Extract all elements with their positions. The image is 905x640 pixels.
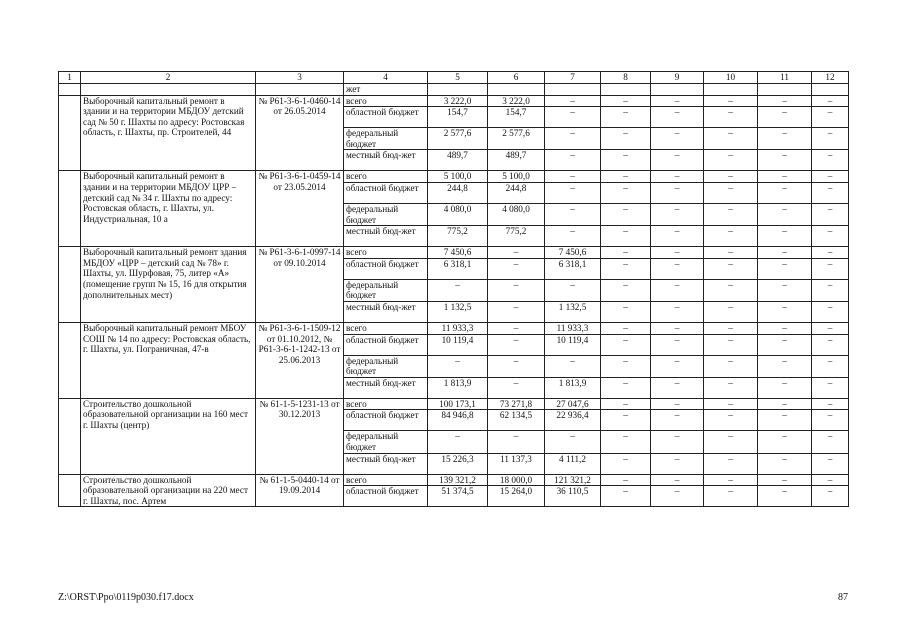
amount-cell: – — [758, 150, 812, 171]
amount-cell: 62 134,5 — [488, 410, 545, 431]
budget-table — [58, 71, 849, 507]
amount-cell: – — [704, 322, 758, 334]
amount-cell: 4 080,0 — [488, 203, 545, 225]
fund-source-label: местный бюд-жет — [344, 453, 428, 474]
fund-source-label: всего — [344, 95, 428, 107]
amount-cell: – — [601, 128, 651, 150]
fund-source-label: областной бюджет — [344, 258, 428, 279]
amount-cell: 11 933,3 — [428, 322, 488, 334]
amount-cell: – — [651, 377, 704, 398]
document-ref: № 61-1-5-1231-13 от 30.12.2013 — [256, 398, 344, 474]
amount-cell: 11 137,3 — [488, 453, 545, 474]
project-name: Выборочный капитальный ремонт в здании и на территории МБДОУ ЦРР – детский сад № 34 г. Шахты по адресу: Ростовская область, г. Шахты, ул. Индустриальная, 10 а — [81, 171, 256, 247]
amount-cell: 5 100,0 — [428, 171, 488, 183]
amount-cell: 244,8 — [488, 182, 545, 203]
fund-source-label: всего — [344, 322, 428, 334]
amount-cell: – — [812, 182, 849, 203]
table-row — [59, 171, 849, 183]
row-number-cell — [59, 398, 81, 474]
table-row — [59, 95, 849, 107]
amount-cell: – — [601, 279, 651, 301]
file-path: Z:\ORST\Ppo\0119p030.f17.docx — [58, 592, 194, 603]
amount-cell: – — [651, 474, 704, 486]
row-number-cell — [59, 171, 81, 247]
amount-cell: – — [651, 279, 704, 301]
document-ref: № 61-1-5-0440-14 от 19.09.2014 — [256, 474, 344, 507]
cell — [256, 84, 344, 96]
amount-cell: – — [758, 258, 812, 279]
amount-cell: – — [488, 355, 545, 377]
table-row — [59, 474, 849, 486]
amount-cell: 10 119,4 — [428, 334, 488, 355]
amount-cell: 36 110,5 — [545, 486, 601, 507]
row-number-cell — [59, 247, 81, 323]
amount-cell: – — [704, 247, 758, 259]
amount-cell: – — [545, 355, 601, 377]
amount-cell: – — [488, 377, 545, 398]
amount-cell: – — [651, 182, 704, 203]
amount-cell: 51 374,5 — [428, 486, 488, 507]
amount-cell: – — [651, 301, 704, 322]
amount-cell: 244,8 — [428, 182, 488, 203]
amount-cell: – — [758, 453, 812, 474]
amount-cell: – — [812, 107, 849, 128]
amount-cell: – — [428, 431, 488, 453]
amount-cell: – — [601, 150, 651, 171]
amount-cell: – — [758, 95, 812, 107]
amount-cell: – — [488, 247, 545, 259]
cell — [651, 84, 704, 96]
amount-cell: – — [601, 486, 651, 507]
document-ref: № Р61-3-6-1-0997-14 от 09.10.2014 — [256, 247, 344, 323]
amount-cell: – — [758, 334, 812, 355]
amount-cell: – — [704, 486, 758, 507]
cell — [545, 84, 601, 96]
fund-source-label: местный бюд-жет — [344, 150, 428, 171]
amount-cell: – — [812, 150, 849, 171]
amount-cell: 3 222,0 — [428, 95, 488, 107]
amount-cell: 4 111,2 — [545, 453, 601, 474]
document-ref: № Р61-3-6-1-0460-14 от 26.05.2014 — [256, 95, 344, 171]
fund-source-label: областной бюджет — [344, 410, 428, 431]
column-number: 12 — [812, 72, 849, 84]
fund-source-label: местный бюд-жет — [344, 377, 428, 398]
row-number-cell — [59, 322, 81, 398]
amount-cell: 27 047,6 — [545, 398, 601, 410]
column-number: 10 — [704, 72, 758, 84]
amount-cell: – — [812, 334, 849, 355]
fund-source-label: федеральный бюджет — [344, 128, 428, 150]
amount-cell: – — [545, 182, 601, 203]
amount-cell: – — [545, 128, 601, 150]
fund-source-label: областной бюджет — [344, 182, 428, 203]
amount-cell: – — [812, 431, 849, 453]
amount-cell: – — [758, 203, 812, 225]
row-number-cell — [59, 474, 81, 507]
fund-source-label: всего — [344, 474, 428, 486]
amount-cell: – — [704, 95, 758, 107]
amount-cell: – — [651, 247, 704, 259]
amount-cell: – — [651, 203, 704, 225]
amount-cell: – — [601, 301, 651, 322]
column-number: 5 — [428, 72, 488, 84]
project-name: Выборочный капитальный ремонт МБОУ СОШ № 14 по адресу: Ростовская область, г. Шахты, ул. Пограничная, 47-в — [81, 322, 256, 398]
amount-cell: – — [545, 107, 601, 128]
amount-cell: 1 813,9 — [545, 377, 601, 398]
amount-cell: – — [704, 334, 758, 355]
amount-cell: – — [704, 279, 758, 301]
amount-cell: – — [704, 226, 758, 247]
amount-cell: 84 946,8 — [428, 410, 488, 431]
fund-source-label: федеральный бюджет — [344, 279, 428, 301]
column-number: 4 — [344, 72, 428, 84]
amount-cell: 18 000,0 — [488, 474, 545, 486]
amount-cell: – — [601, 247, 651, 259]
column-number: 7 — [545, 72, 601, 84]
cell — [81, 84, 256, 96]
amount-cell: – — [488, 334, 545, 355]
fund-source-label: федеральный бюджет — [344, 203, 428, 225]
amount-cell: – — [428, 355, 488, 377]
row-number-cell — [59, 95, 81, 171]
fund-source-label: всего — [344, 398, 428, 410]
cell — [812, 84, 849, 96]
document-ref: № Р61-3-6-1-1509-12 от 01.10.2012, № Р61-3-6-1-1242-13 от 25.06.2013 — [256, 322, 344, 398]
amount-cell: 121 321,2 — [545, 474, 601, 486]
amount-cell: – — [651, 431, 704, 453]
amount-cell: 2 577,6 — [428, 128, 488, 150]
column-number: 6 — [488, 72, 545, 84]
amount-cell: – — [601, 474, 651, 486]
cell — [758, 84, 812, 96]
amount-cell: – — [601, 453, 651, 474]
amount-cell: 1 813,9 — [428, 377, 488, 398]
amount-cell: – — [601, 355, 651, 377]
amount-cell: – — [704, 474, 758, 486]
header-row — [59, 72, 849, 84]
amount-cell: – — [758, 128, 812, 150]
amount-cell: – — [812, 355, 849, 377]
fund-source-label: всего — [344, 171, 428, 183]
amount-cell: – — [812, 377, 849, 398]
project-name: Строительство дошкольной образовательной организации на 160 мест г. Шахты (центр) — [81, 398, 256, 474]
amount-cell: – — [704, 150, 758, 171]
amount-cell: – — [545, 226, 601, 247]
project-name: Выборочный капитальный ремонт в здании и на территории МБДОУ детский сад № 50 г. Шахты по адресу: Ростовская область, г. Шахты, пр. Строителей, 44 — [81, 95, 256, 171]
amount-cell: – — [704, 171, 758, 183]
amount-cell: – — [704, 355, 758, 377]
amount-cell: 4 080,0 — [428, 203, 488, 225]
amount-cell: – — [758, 377, 812, 398]
amount-cell: 7 450,6 — [545, 247, 601, 259]
amount-cell: 3 222,0 — [488, 95, 545, 107]
amount-cell: – — [601, 431, 651, 453]
amount-cell: 489,7 — [488, 150, 545, 171]
amount-cell: 6 318,1 — [428, 258, 488, 279]
amount-cell: – — [601, 107, 651, 128]
amount-cell: – — [601, 226, 651, 247]
amount-cell: – — [488, 301, 545, 322]
amount-cell: – — [651, 486, 704, 507]
column-number: 2 — [81, 72, 256, 84]
amount-cell: – — [758, 474, 812, 486]
amount-cell: – — [758, 107, 812, 128]
amount-cell: – — [601, 171, 651, 183]
amount-cell: – — [704, 410, 758, 431]
amount-cell: – — [704, 128, 758, 150]
amount-cell: – — [704, 301, 758, 322]
table-row — [59, 398, 849, 410]
amount-cell: – — [812, 95, 849, 107]
amount-cell: – — [601, 258, 651, 279]
fund-source-label: областной бюджет — [344, 107, 428, 128]
page-number: 87 — [838, 592, 848, 603]
amount-cell: – — [758, 247, 812, 259]
amount-cell: – — [601, 398, 651, 410]
amount-cell: – — [601, 334, 651, 355]
fund-source-label: всего — [344, 247, 428, 259]
document-ref: № Р61-3-6-1-0459-14 от 23.05.2014 — [256, 171, 344, 247]
amount-cell: – — [758, 226, 812, 247]
cell — [704, 84, 758, 96]
cell — [428, 84, 488, 96]
fund-source-label: областной бюджет — [344, 486, 428, 507]
amount-cell: – — [812, 474, 849, 486]
amount-cell: – — [601, 410, 651, 431]
fund-source-label: областной бюджет — [344, 334, 428, 355]
amount-cell: – — [812, 486, 849, 507]
amount-cell: – — [545, 171, 601, 183]
cell — [59, 84, 81, 96]
amount-cell: – — [812, 453, 849, 474]
amount-cell: 6 318,1 — [545, 258, 601, 279]
amount-cell: – — [758, 486, 812, 507]
column-number: 11 — [758, 72, 812, 84]
amount-cell: – — [704, 203, 758, 225]
amount-cell: 775,2 — [488, 226, 545, 247]
column-number: 3 — [256, 72, 344, 84]
amount-cell: – — [704, 107, 758, 128]
amount-cell: – — [758, 182, 812, 203]
fund-source-label: жет — [344, 84, 428, 96]
amount-cell: – — [704, 182, 758, 203]
amount-cell: – — [651, 334, 704, 355]
amount-cell: – — [758, 279, 812, 301]
column-number: 9 — [651, 72, 704, 84]
amount-cell: – — [545, 279, 601, 301]
amount-cell: 10 119,4 — [545, 334, 601, 355]
amount-cell: – — [651, 95, 704, 107]
amount-cell: – — [758, 322, 812, 334]
amount-cell: – — [601, 182, 651, 203]
amount-cell: – — [488, 279, 545, 301]
amount-cell: 15 264,0 — [488, 486, 545, 507]
table-row — [59, 322, 849, 334]
amount-cell: – — [651, 226, 704, 247]
cell — [601, 84, 651, 96]
amount-cell: 73 271,8 — [488, 398, 545, 410]
amount-cell: – — [758, 398, 812, 410]
amount-cell: 7 450,6 — [428, 247, 488, 259]
continuation-row — [59, 84, 849, 96]
amount-cell: – — [545, 203, 601, 225]
amount-cell: – — [488, 322, 545, 334]
amount-cell: 22 936,4 — [545, 410, 601, 431]
project-name: Строительство дошкольной образовательной организации на 220 мест г. Шахты, пос. Артем — [81, 474, 256, 507]
fund-source-label: федеральный бюджет — [344, 355, 428, 377]
amount-cell: 1 132,5 — [428, 301, 488, 322]
amount-cell: – — [812, 398, 849, 410]
amount-cell: – — [651, 107, 704, 128]
amount-cell: – — [651, 171, 704, 183]
amount-cell: – — [651, 150, 704, 171]
amount-cell: – — [812, 258, 849, 279]
amount-cell: – — [601, 322, 651, 334]
amount-cell: – — [704, 453, 758, 474]
amount-cell: 775,2 — [428, 226, 488, 247]
amount-cell: – — [651, 398, 704, 410]
amount-cell: – — [488, 258, 545, 279]
amount-cell: – — [758, 431, 812, 453]
amount-cell: 100 173,1 — [428, 398, 488, 410]
column-number: 8 — [601, 72, 651, 84]
amount-cell: – — [812, 226, 849, 247]
amount-cell: 1 132,5 — [545, 301, 601, 322]
amount-cell: – — [651, 128, 704, 150]
column-number: 1 — [59, 72, 81, 84]
amount-cell: 15 226,3 — [428, 453, 488, 474]
amount-cell: 11 933,3 — [545, 322, 601, 334]
amount-cell: – — [601, 377, 651, 398]
amount-cell: – — [651, 355, 704, 377]
amount-cell: – — [812, 410, 849, 431]
amount-cell: – — [704, 258, 758, 279]
amount-cell: – — [812, 128, 849, 150]
amount-cell: 489,7 — [428, 150, 488, 171]
amount-cell: – — [651, 453, 704, 474]
amount-cell: – — [812, 279, 849, 301]
amount-cell: – — [812, 247, 849, 259]
amount-cell: – — [601, 95, 651, 107]
amount-cell: 5 100,0 — [488, 171, 545, 183]
amount-cell: – — [488, 431, 545, 453]
amount-cell: – — [704, 377, 758, 398]
amount-cell: – — [758, 355, 812, 377]
amount-cell: – — [758, 410, 812, 431]
amount-cell: – — [651, 322, 704, 334]
amount-cell: – — [758, 301, 812, 322]
amount-cell: – — [545, 95, 601, 107]
amount-cell: – — [812, 301, 849, 322]
fund-source-label: местный бюд-жет — [344, 226, 428, 247]
fund-source-label: местный бюд-жет — [344, 301, 428, 322]
amount-cell: – — [651, 410, 704, 431]
amount-cell: 2 577,6 — [488, 128, 545, 150]
amount-cell: 139 321,2 — [428, 474, 488, 486]
amount-cell: – — [545, 431, 601, 453]
amount-cell: – — [704, 398, 758, 410]
amount-cell: – — [812, 203, 849, 225]
amount-cell: – — [758, 171, 812, 183]
amount-cell: – — [428, 279, 488, 301]
amount-cell: – — [812, 322, 849, 334]
cell — [488, 84, 545, 96]
amount-cell: – — [601, 203, 651, 225]
project-name: Выборочный капитальный ремонт здания МБДОУ «ЦРР – детский сад № 78» г. Шахты, ул. Шурфовая, 75, литер «А» (помещение групп № 15, 16 для открытия дополнительных мест) — [81, 247, 256, 323]
amount-cell: – — [704, 431, 758, 453]
amount-cell: 154,7 — [428, 107, 488, 128]
table-row — [59, 247, 849, 259]
fund-source-label: федеральный бюджет — [344, 431, 428, 453]
amount-cell: – — [812, 171, 849, 183]
amount-cell: 154,7 — [488, 107, 545, 128]
amount-cell: – — [651, 258, 704, 279]
amount-cell: – — [545, 150, 601, 171]
